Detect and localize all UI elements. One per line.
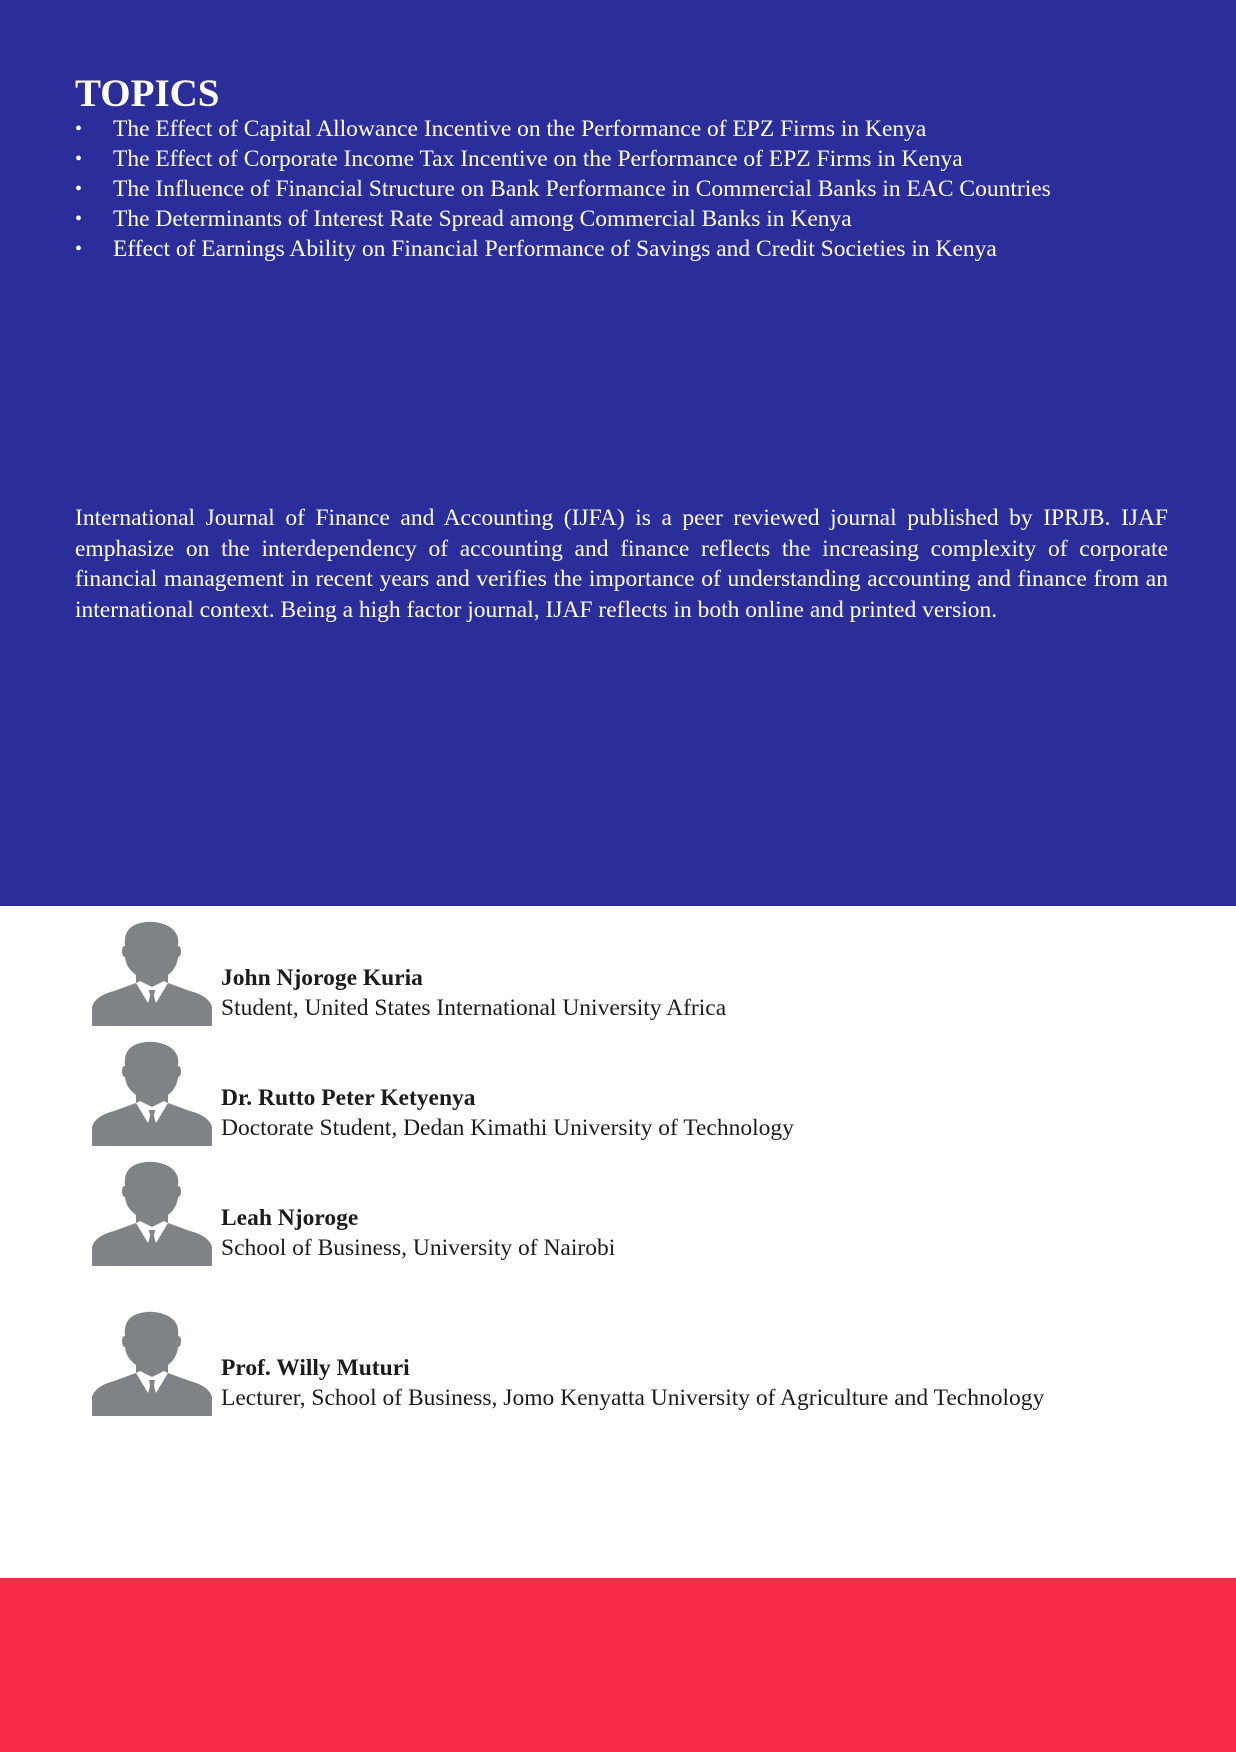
- author-name: Leah Njoroge: [221, 1205, 359, 1231]
- author-name: Dr. Rutto Peter Ketyenya: [221, 1085, 476, 1111]
- author-entry: [92, 921, 1192, 1031]
- person-silhouette-icon: [92, 1311, 212, 1416]
- author-entry: [92, 1311, 1192, 1421]
- author-name: John Njoroge Kuria: [221, 965, 423, 991]
- author-affiliation: Doctorate Student, Dedan Kimathi University of Technology: [221, 1115, 794, 1141]
- person-silhouette-icon: [92, 921, 212, 1026]
- journal-description: International Journal of Finance and Accounting (IJFA) is a peer reviewed journal published by IPRJB. IJAF emphasize on the interdependency of accounting and finance reflects the increasing complexity of corporate financial management in recent years and verifies the importance of understanding accounting and finance from an international context. Being a high factor journal, IJAF reflects in both online and printed version.: [75, 505, 1168, 623]
- author-entry: [92, 1161, 1192, 1271]
- author-entry: [92, 1041, 1192, 1151]
- topic-item: • The Effect of Capital Allowance Incentive on the Performance of EPZ Firms in Kenya: [75, 114, 1175, 144]
- topics-list: [75, 114, 1175, 264]
- author-affiliation: School of Business, University of Nairobi: [221, 1235, 616, 1261]
- topic-item: • The Influence of Financial Structure on Bank Performance in Commercial Banks in EAC Countries: [75, 174, 1175, 204]
- author-text: [221, 1353, 1044, 1413]
- topics-heading: TOPICS: [75, 72, 220, 115]
- author-text: [221, 1083, 794, 1143]
- topic-item: • Effect of Earnings Ability on Financial Performance of Savings and Credit Societies in Kenya: [75, 234, 1175, 264]
- footer-band: [0, 1578, 1236, 1752]
- author-affiliation: Student, United States International University Africa: [221, 995, 727, 1021]
- person-silhouette-icon: [92, 1041, 212, 1146]
- topic-item: • The Effect of Corporate Income Tax Incentive on the Performance of EPZ Firms in Kenya: [75, 144, 1175, 174]
- author-text: [221, 963, 726, 1023]
- person-silhouette-icon: [92, 1161, 212, 1266]
- author-name: Prof. Willy Muturi: [221, 1355, 410, 1381]
- author-affiliation: Lecturer, School of Business, Jomo Kenyatta University of Agriculture and Technology: [221, 1385, 1045, 1411]
- topic-item: • The Determinants of Interest Rate Spread among Commercial Banks in Kenya: [75, 204, 1175, 234]
- author-text: [221, 1203, 615, 1263]
